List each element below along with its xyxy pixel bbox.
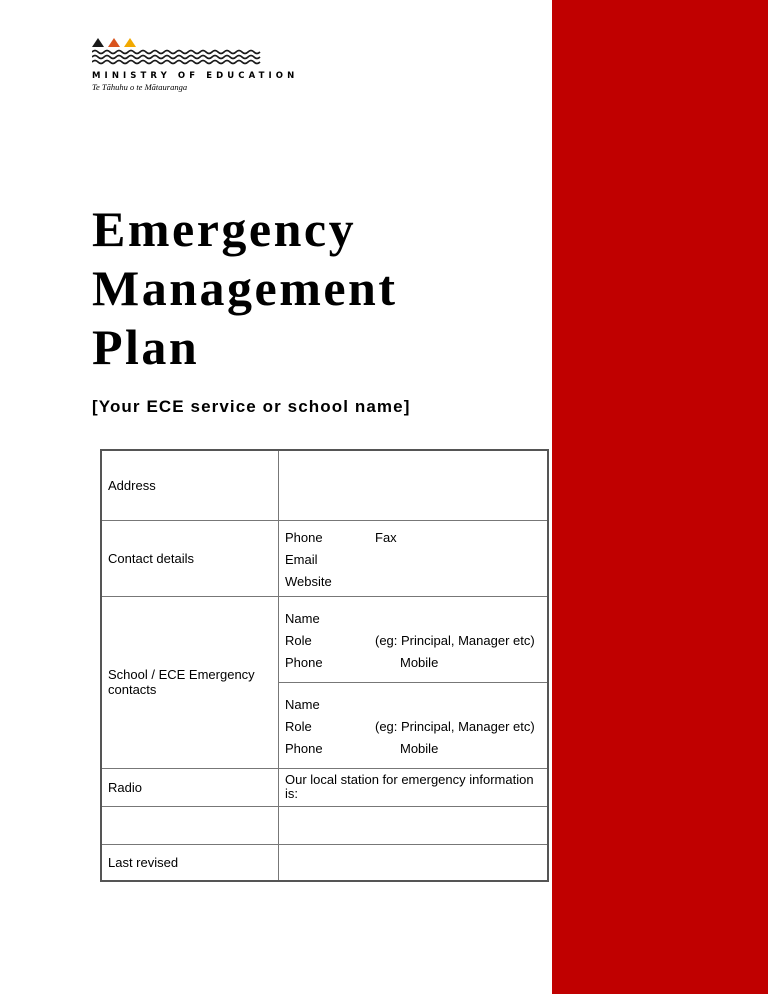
table-row-last-revised <box>101 844 548 881</box>
table-row-address <box>101 450 548 520</box>
last-revised-field[interactable] <box>279 844 549 881</box>
service-name-placeholder: [Your ECE service or school name] <box>92 397 411 416</box>
phone-label: Phone <box>285 740 323 756</box>
contact-details-field[interactable] <box>279 520 549 596</box>
table-row-blank <box>101 806 548 844</box>
title-line-2: Management <box>92 260 398 316</box>
blank-value-cell[interactable] <box>279 806 549 844</box>
radio-label: Radio <box>101 768 279 806</box>
phone-label: Phone <box>285 654 323 670</box>
title-line-1: Emergency <box>92 201 357 257</box>
radio-field[interactable] <box>279 768 549 806</box>
table-row-contact <box>101 520 548 596</box>
address-label: Address <box>101 450 279 520</box>
fax-label: Fax <box>375 529 397 545</box>
blank-label-cell[interactable] <box>101 806 279 844</box>
mobile-label: Mobile <box>400 654 439 670</box>
mobile-label: Mobile <box>400 740 439 756</box>
role-hint: (eg: Principal, Manager etc) <box>375 632 535 648</box>
details-table <box>100 449 549 882</box>
name-label: Name <box>285 696 320 712</box>
emergency-contact-1[interactable] <box>279 596 549 682</box>
ministry-name: MINISTRY OF EDUCATION <box>92 71 299 81</box>
title-line-3: Plan <box>92 319 200 375</box>
red-side-band <box>552 0 768 994</box>
table-row-emergency-1 <box>101 596 548 682</box>
last-revised-label: Last revised <box>101 844 279 881</box>
document-title <box>92 200 398 377</box>
phone-label: Phone <box>285 529 323 545</box>
role-hint: (eg: Principal, Manager etc) <box>375 718 535 734</box>
name-label: Name <box>285 610 320 626</box>
table-row-radio <box>101 768 548 806</box>
email-label: Email <box>285 551 318 567</box>
radio-station-text: Our local station for emergency information is: <box>285 772 534 801</box>
emergency-contacts-label: School / ECE Emergency contacts <box>101 596 279 768</box>
role-label: Role <box>285 632 312 648</box>
role-label: Role <box>285 718 312 734</box>
address-field[interactable] <box>279 450 549 520</box>
ministry-tagline: Te Tāhuhu o te Mātauranga <box>92 82 188 92</box>
website-label: Website <box>285 573 332 589</box>
contact-details-label: Contact details <box>101 520 279 596</box>
emergency-contact-2[interactable] <box>279 682 549 768</box>
